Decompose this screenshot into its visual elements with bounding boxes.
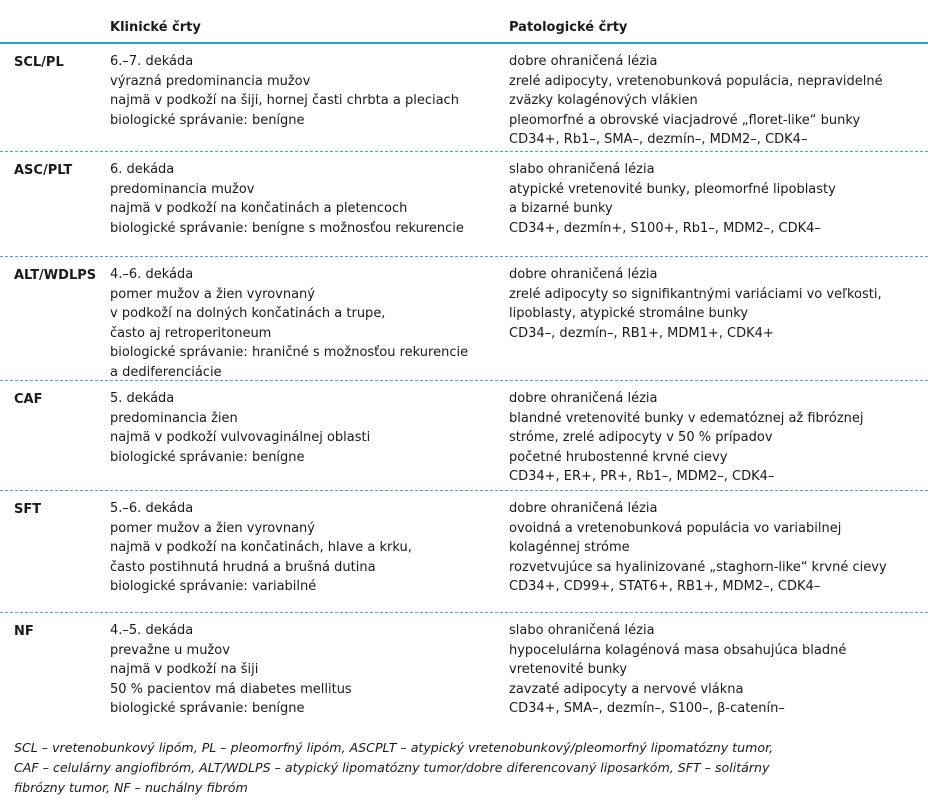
clinical-feature-line: 6.–7. dekáda [110, 54, 194, 69]
footnote [14, 738, 919, 798]
pathological-features [509, 52, 883, 150]
clinical-feature-line: 5. dekáda [110, 391, 175, 406]
clinical-feature-line: najmä v podkoží na šiji, hornej časti chrbta a pleciach [110, 93, 459, 108]
row-abbreviation: ALT/WDLPS [14, 268, 97, 283]
clinical-feature-line: 5.–6. dekáda [110, 501, 194, 516]
row-abbreviation: NF [14, 624, 34, 639]
row-abbreviation: CAF [14, 392, 43, 407]
row-abbreviation: ASC/PLT [14, 163, 73, 178]
table-row [0, 381, 928, 491]
pathological-features [509, 621, 846, 719]
table-row [0, 257, 928, 381]
clinical-feature-line: predominancia žien [110, 410, 238, 426]
clinical-feature-line: často postihnutá hrudná a brušná dutina [110, 559, 376, 575]
footnote-line: SCL – vretenobunkový lipóm, PL – pleomorfný lipóm, ASCPLT – atypický vretenobunkový/pleomorfný lipomatózny tumor, [14, 740, 774, 755]
pathological-features [509, 499, 887, 597]
clinical-feature-line: najmä v podkoží na končatinách, hlave a krku, [110, 540, 412, 555]
pathological-feature-line: dobre ohraničená lézia [509, 391, 658, 406]
pathological-feature-line: slabo ohraničená lézia [509, 162, 655, 177]
pathological-feature-line: vretenovité bunky [509, 662, 628, 677]
pathological-feature-line: ovoidná a vretenobunková populácia vo variabilnej [509, 520, 842, 536]
clinical-feature-line: a dediferenciácie [110, 364, 222, 380]
pathological-feature-line: CD34+, ER+, PR+, Rb1–, MDM2–, CDK4– [509, 469, 775, 484]
pathological-feature-line: lipoblasty, atypické stromálne bunky [509, 306, 749, 321]
pathological-features [509, 389, 864, 487]
pathological-features [509, 265, 882, 343]
pathological-feature-line: stróme, zrelé adipocyty v 50 % prípadov [509, 430, 773, 445]
footnote-line: CAF – celulárny angiofibróm, ALT/WDLPS – atypický lipomatózny tumor/dobre diferencovaný liposarkóm, SFT – solitárny [14, 760, 770, 775]
clinical-feature-line: biologické správanie: benígne [110, 112, 305, 128]
clinical-feature-line: v podkoží na dolných končatinách a trupe, [110, 306, 386, 321]
clinical-feature-line: 4.–5. dekáda [110, 623, 194, 638]
header-pathological: Patologické črty [509, 20, 628, 35]
footnote-line: fibrózny tumor, NF – nuchálny fibróm [14, 780, 248, 795]
header-clinical: Klinické črty [110, 20, 201, 35]
clinical-feature-line: 50 % pacientov má diabetes mellitus [110, 681, 352, 697]
table-row [0, 613, 928, 726]
clinical-features [110, 265, 468, 382]
pathological-feature-line: zrelé adipocyty, vretenobunková populácia, nepravidelné [509, 73, 883, 89]
row-abbreviation: SCL/PL [14, 55, 64, 70]
pathological-feature-line: CD34+, Rb1–, SMA–, dezmín–, MDM2–, CDK4– [509, 132, 808, 147]
pathological-feature-line: a bizarné bunky [509, 201, 613, 216]
clinical-feature-line: biologické správanie: variabilné [110, 579, 317, 594]
clinical-feature-line: 4.–6. dekáda [110, 267, 194, 282]
clinical-feature-line: výrazná predominancia mužov [110, 73, 311, 89]
pathological-feature-line: slabo ohraničená lézia [509, 623, 655, 638]
clinical-feature-line: prevažne u mužov [110, 642, 230, 658]
row-abbreviation: SFT [14, 502, 42, 517]
pathological-feature-line: pleomorfné a obrovské viacjadrové „floret-like“ bunky [509, 112, 861, 128]
clinical-feature-line: pomer mužov a žien vyrovnaný [110, 520, 315, 536]
pathological-feature-line: kolagénnej stróme [509, 540, 630, 555]
pathological-feature-line: zrelé adipocyty so signifikantnými variáciami vo veľkosti, [509, 286, 882, 302]
pathological-feature-line: CD34+, dezmín+, S100+, Rb1–, MDM2–, CDK4– [509, 220, 821, 236]
pathological-feature-line: atypické vretenovité bunky, pleomorfné lipoblasty [509, 181, 836, 197]
table-header [0, 0, 928, 44]
pathological-feature-line: zväzky kolagénových vlákien [509, 93, 698, 108]
clinical-feature-line: predominancia mužov [110, 181, 255, 197]
clinical-feature-line: biologické správanie: benígne [110, 701, 305, 716]
clinical-features [110, 160, 464, 238]
clinical-features [110, 621, 352, 719]
table-row [0, 491, 928, 613]
clinical-feature-line: často aj retroperitoneum [110, 325, 272, 341]
clinical-feature-line: najmä v podkoží na končatinách a pletencoch [110, 201, 408, 216]
pathological-feature-line: hypocelulárna kolagénová masa obsahujúca bladné [509, 642, 847, 658]
pathological-feature-line: CD34+, SMA–, dezmín–, S100–, β-catenín– [509, 701, 785, 716]
pathological-feature-line: CD34–, dezmín–, RB1+, MDM1+, CDK4+ [509, 325, 774, 341]
pathological-feature-line: CD34+, CD99+, STAT6+, RB1+, MDM2–, CDK4– [509, 579, 821, 594]
pathological-feature-line: dobre ohraničená lézia [509, 54, 658, 69]
pathological-feature-line: blandné vretenovité bunky v edematóznej až fibróznej [509, 410, 864, 426]
clinical-feature-line: pomer mužov a žien vyrovnaný [110, 286, 315, 302]
clinical-feature-line: biologické správanie: benígne [110, 449, 305, 465]
pathological-feature-line: rozvetvujúce sa hyalinizované „staghorn-like“ krvné cievy [509, 559, 887, 575]
pathological-feature-line: početné hrubostenné krvné cievy [509, 449, 728, 465]
pathological-feature-line: dobre ohraničená lézia [509, 267, 658, 282]
clinical-features [110, 499, 412, 597]
clinical-feature-line: 6. dekáda [110, 162, 175, 177]
clinical-features [110, 389, 370, 467]
clinical-feature-line: biologické správanie: benígne s možnosťou rekurencie [110, 220, 464, 236]
pathological-feature-line: zavzaté adipocyty a nervové vlákna [509, 681, 744, 697]
clinical-feature-line: najmä v podkoží vulvovaginálnej oblasti [110, 430, 371, 445]
table-row [0, 44, 928, 152]
table-row [0, 152, 928, 257]
clinical-features [110, 52, 459, 130]
clinical-feature-line: biologické správanie: hraničné s možnosťou rekurencie [110, 345, 469, 360]
clinical-feature-line: najmä v podkoží na šiji [110, 662, 259, 677]
pathological-features [509, 160, 836, 238]
pathological-feature-line: dobre ohraničená lézia [509, 501, 658, 516]
